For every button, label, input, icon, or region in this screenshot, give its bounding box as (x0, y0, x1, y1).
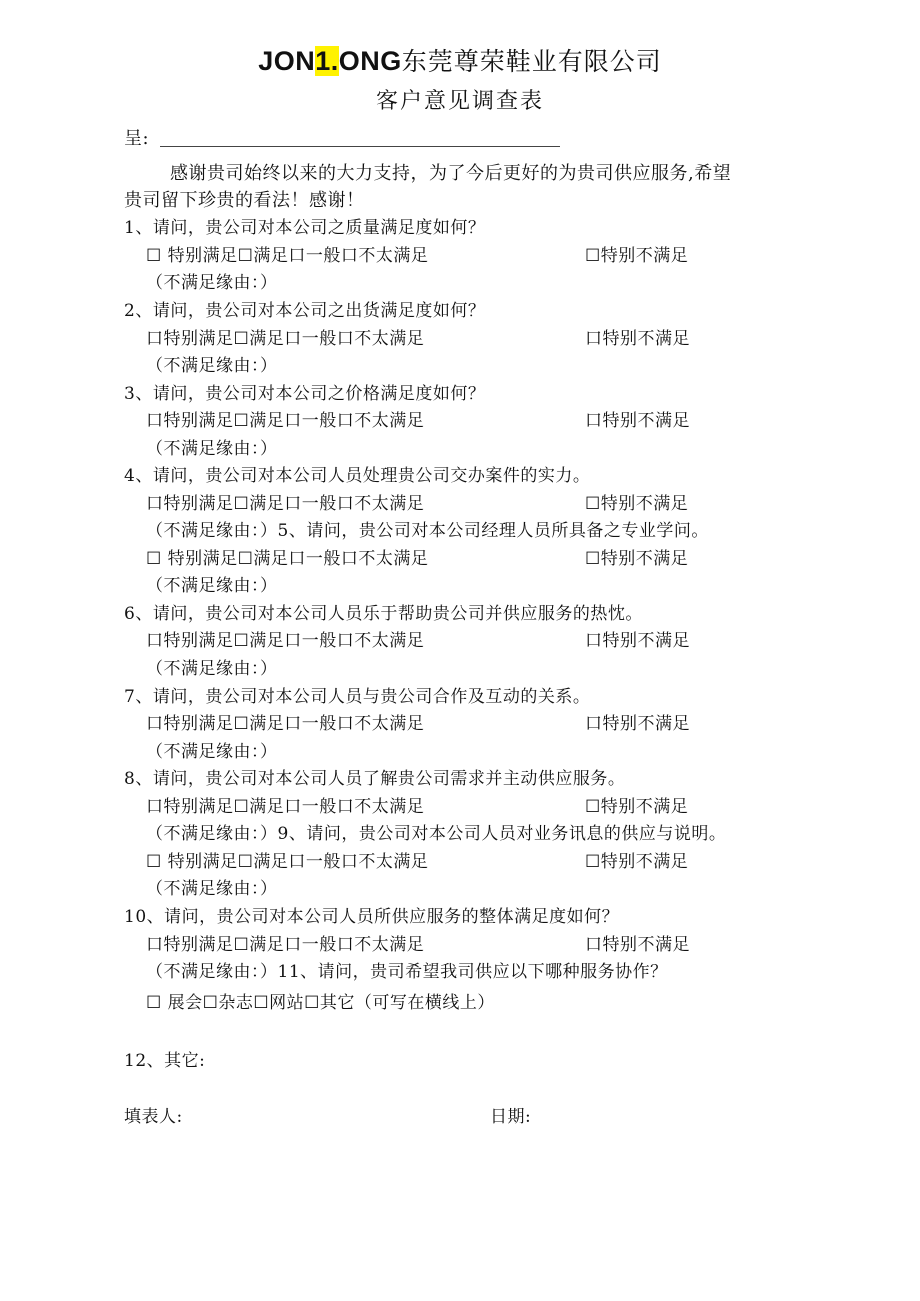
question-3-options[interactable]: 口特别满足☐满足口一般口不太满足 (146, 411, 425, 431)
question-5-very-unsatisfied[interactable]: ☐特别不满足 (585, 549, 689, 569)
question-1-very-unsatisfied[interactable]: ☐特别不满足 (585, 246, 689, 266)
filler-label: 填表人: (124, 1107, 183, 1127)
question-4-options[interactable]: 口特别满足☐满足口一般口不太满足 (146, 494, 425, 514)
intro-line-2: 贵司留下珍贵的看法！感谢！ (124, 190, 365, 211)
question-3-reason: （不满足缘由：） (146, 439, 278, 459)
question-10-very-unsatisfied[interactable]: 口特别不满足 (585, 935, 690, 955)
question-5-options[interactable]: ☐ 特别满足☐满足口一般口不太满足 (146, 549, 429, 569)
question-12: 12、其它: (124, 1051, 206, 1071)
question-1-reason: （不满足缘由：） (146, 273, 278, 293)
question-2: 2、请问，贵公司对本公司之出货满足度如何？ (124, 301, 486, 321)
recipient-label: 呈: (124, 128, 150, 149)
question-1: 1、请问，贵公司对本公司之质量满足度如何？ (124, 218, 486, 238)
question-3: 3、请问，贵公司对本公司之价格满足度如何？ (124, 384, 486, 404)
question-2-reason: （不满足缘由：） (146, 356, 278, 376)
question-10-reason-and-question-11: （不满足缘由：）11、请问，贵司希望我司供应以下哪种服务协作？ (146, 962, 668, 982)
question-3-very-unsatisfied[interactable]: 口特别不满足 (585, 411, 690, 431)
recipient-blank-line[interactable] (160, 146, 560, 147)
question-10-options[interactable]: 口特别满足☐满足口一般口不太满足 (146, 935, 425, 955)
question-8-very-unsatisfied[interactable]: ☐特别不满足 (585, 797, 689, 817)
question-7-options[interactable]: 口特别满足☐满足口一般口不太满足 (146, 714, 425, 734)
question-8-reason-and-question-9: （不满足缘由：）9、请问，贵公司对本公司人员对业务讯息的供应与说明。 (146, 824, 727, 844)
question-7-very-unsatisfied[interactable]: 口特别不满足 (585, 714, 690, 734)
question-11-options[interactable]: ☐ 展会☐杂志☐网站☐其它（可写在横线上） (146, 993, 495, 1013)
question-8: 8、请问，贵公司对本公司人员了解贵公司需求并主动供应服务。 (124, 769, 626, 789)
question-6: 6、请问，贵公司对本公司人员乐于帮助贵公司并供应服务的热忱。 (124, 604, 643, 624)
question-6-reason: （不满足缘由：） (146, 659, 278, 679)
question-9-very-unsatisfied[interactable]: ☐特别不满足 (585, 852, 689, 872)
question-7-reason: （不满足缘由：） (146, 742, 278, 762)
question-6-options[interactable]: 口特别满足☐满足口一般口不太满足 (146, 631, 425, 651)
question-6-very-unsatisfied[interactable]: 口特别不满足 (585, 631, 690, 651)
question-4-reason-and-question-5: （不满足缘由：）5、请问，贵公司对本公司经理人员所具备之专业学问。 (146, 521, 709, 541)
question-1-options[interactable]: ☐ 特别满足☐满足口一般口不太满足 (146, 246, 429, 266)
question-10: 10、请问，贵公司对本公司人员所供应服务的整体满足度如何？ (124, 907, 620, 927)
document-title (0, 42, 920, 78)
date-label: 日期: (490, 1107, 532, 1127)
question-2-options[interactable]: 口特别满足☐满足口一般口不太满足 (146, 329, 425, 349)
question-4-very-unsatisfied[interactable]: ☐特别不满足 (585, 494, 689, 514)
brand-highlight: 1. (315, 46, 339, 76)
question-7: 7、请问，贵公司对本公司人员与贵公司合作及互动的关系。 (124, 687, 591, 707)
question-2-very-unsatisfied[interactable]: 口特别不满足 (585, 329, 690, 349)
question-4: 4、请问，贵公司对本公司人员处理贵公司交办案件的实力。 (124, 466, 591, 486)
intro-line-1: 感谢贵司始终以来的大力支持，为了今后更好的为贵司供应服务,希望 (170, 163, 732, 184)
company-name: 东莞尊荣鞋业有限公司 (401, 47, 662, 76)
question-5-reason: （不满足缘由：） (146, 576, 278, 596)
brand-logo: JON1.ONG (258, 46, 402, 76)
question-8-options[interactable]: 口特别满足☐满足口一般口不太满足 (146, 797, 425, 817)
form-subtitle: 客户意见调查表 (375, 89, 544, 114)
question-9-reason: （不满足缘由：） (146, 879, 278, 899)
question-9-options[interactable]: ☐ 特别满足☐满足口一般口不太满足 (146, 852, 429, 872)
